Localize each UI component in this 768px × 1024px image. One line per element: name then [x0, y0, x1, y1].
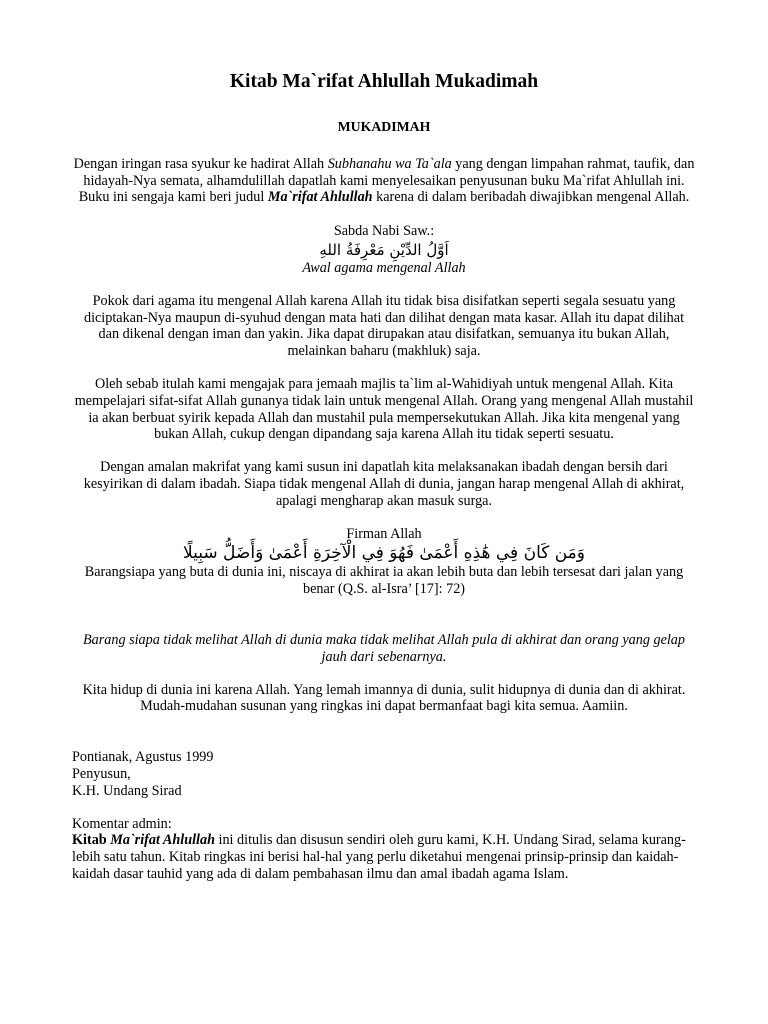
- document-content: [72, 70, 696, 883]
- signature-block: [72, 749, 696, 799]
- sabda-arabic: اَوَّلُ الدِّيْنِ مَعْرِفَةُ اللهِ: [319, 240, 449, 259]
- admin-comment-text: [72, 832, 696, 882]
- firman-translation: Barangsiapa yang buta di dunia ini, niscaya di akhirat ia akan lebih buta dan lebih tersesat dari jalan yang benar (Q.S. al-Isra’ [17]: 72): [84, 564, 684, 598]
- intro-text-c: yang dengan limpahan rahmat, taufik, dan hidayah-Nya semata, alhamdulillah dapatlah kami menyelesaikan penyusunan buku Ma`rifat Ahlullah ini. Buku ini sengaja kami beri judul: [78, 155, 695, 206]
- intro-text-d: Ma`rifat Ahlullah: [267, 189, 373, 206]
- firman-label: Firman Allah: [346, 525, 422, 542]
- paragraph-closing: Kita hidup di dunia ini karena Allah. Yang lemah imannya di dunia, sulit hidupnya di dunia dan di akhirat. Mudah-mudahan susunan yang ringkas ini dapat bermanfaat bagi kita semua. Aamiin.: [82, 681, 686, 715]
- paragraph-intro: [72, 156, 696, 206]
- paragraph-amalan: Dengan amalan makrifat yang kami susun ini dapatlah kita melaksanakan ibadah dengan bersih dari kesyirikan di dalam ibadah. Siapa tidak mengenal Allah di dunia, jangan harap mengenal Allah di akhirat, apalagi mengharap akan masuk surga.: [83, 459, 685, 509]
- admin-comment-label: Komentar admin:: [72, 815, 172, 832]
- paragraph-pokok: Pokok dari agama itu mengenal Allah karena Allah itu tidak bisa disifatkan seperti segala sesuatu yang diciptakan-Nya maupun di-syuhud dengan mata hati dan dilihat dengan mata kasar. Allah itu dapat dilihat dan dikenal dengan iman dan yakin. Jika dapat dirupakan atau disifatkan, semuanya itu bukan Allah, melainkan baharu (makhluk) saja.: [83, 292, 685, 360]
- comment-text-a: Kitab: [72, 832, 111, 849]
- comment-text-c: ini ditulis dan disusun sendiri oleh guru kami, K.H. Undang Sirad, selama kurang-lebih satu tahun. Kitab ringkas ini berisi hal-hal yang perlu diketahui mengenai prinsip-prinsip dan kaidah-kaidah dasar tauhid yang ada di dalam pembahasan ilmu dan amal ibadah agama Islam.: [72, 832, 686, 882]
- section-heading: MUKADIMAH: [337, 119, 431, 134]
- sabda-label: Sabda Nabi Saw.:: [333, 223, 435, 240]
- intro-text-e: karena di dalam beribadah diwajibkan mengenal Allah.: [372, 189, 690, 206]
- signature-place-date: Pontianak, Agustus 1999: [72, 749, 214, 766]
- intro-text-a: Dengan iringan rasa syukur ke hadirat Allah: [73, 155, 328, 172]
- firman-arabic: وَمَن كَانَ فِي هَٰذِهِ أَعْمَىٰ فَهُوَ فِي الْآخِرَةِ أَعْمَىٰ وَأَضَلُّ سَبِيلًا: [182, 543, 585, 564]
- comment-text-b: Ma`rifat Ahlullah: [110, 832, 215, 849]
- intro-text-b: Subhanahu wa Ta`ala: [327, 155, 452, 172]
- signature-role: Penyusun,: [72, 765, 131, 782]
- admin-comment: [72, 816, 696, 883]
- document-title: Kitab Ma`rifat Ahlullah Mukadimah: [229, 71, 539, 92]
- signature-name: K.H. Undang Sirad: [72, 782, 182, 799]
- paragraph-quote-italic: Barang siapa tidak melihat Allah di dunia maka tidak melihat Allah pula di akhirat dan orang yang gelap jauh dari sebenarnya.: [82, 631, 685, 665]
- paragraph-oleh-sebab: Oleh sebab itulah kami mengajak para jemaah majlis ta`lim al-Wahidiyah untuk mengenal Allah. Kita mempelajari sifat-sifat Allah gunanya tidak lain untuk mengenal Allah. Orang yang mengenal Allah mustahil ia akan berbuat syirik kepada Allah dan mustahil pula mempersekutukan Allah. Jika kita mengenal yang bukan Allah, cukup dengan dipandang saja karena Allah itu tidak seperti sesuatu.: [74, 375, 694, 443]
- sabda-translation: Awal agama mengenal Allah: [302, 259, 466, 276]
